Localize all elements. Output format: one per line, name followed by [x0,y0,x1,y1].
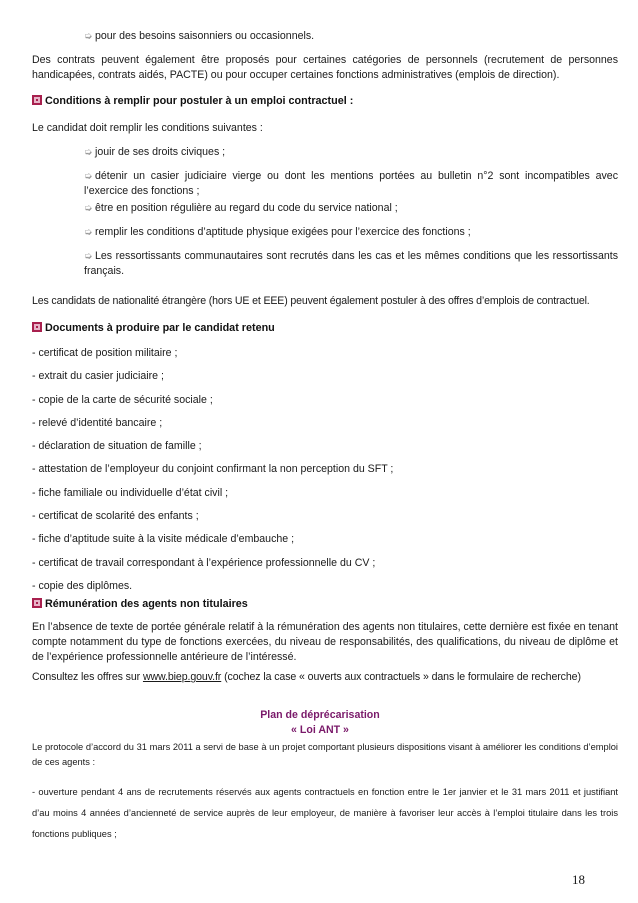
conditions-heading [32,94,353,109]
plan-title-line1: Plan de déprécarisation [260,709,380,721]
conditions-heading-text: Conditions à remplir pour postuler à un emploi contractuel : [45,95,354,107]
list-item: - relevé d’identité bancaire ; [32,416,163,429]
arrow-bullet-icon: ➭ [84,203,93,214]
section-bullet-icon [32,95,42,105]
condition-item-text: remplir les conditions d’aptitude physique exigées pour l’exercice des fonctions ; [95,226,471,238]
condition-item-text: détenir un casier judiciaire vierge ou dont les mentions portées au bulletin n°2 sont incompatibles avec l’exercice des fonctions ; [84,170,618,197]
biep-link[interactable]: www.biep.gouv.fr [142,671,222,683]
bullet-occasional [84,29,604,44]
list-item: - extrait du casier judiciaire ; [32,370,164,383]
remuneration-heading [32,597,248,612]
condition-item [84,169,618,199]
list-item: - certificat de scolarité des enfants ; [32,510,199,523]
arrow-bullet-icon: ➭ [84,31,93,42]
condition-item-text: Les ressortissants communautaires sont recrutés dans les cas et les mêmes conditions que les ressortissants français. [84,250,618,277]
section-bullet-icon [32,322,42,332]
condition-item-text: être en position régulière au regard du code du service national ; [95,202,398,214]
condition-item [84,249,618,279]
remuneration-heading-text: Rémunération des agents non titulaires [45,598,248,610]
list-item: - déclaration de situation de famille ; [32,440,202,453]
arrow-bullet-icon: ➭ [84,227,93,238]
plan-title [160,708,480,738]
intro-paragraph: Des contrats peuvent également être proposés pour certaines catégories de personnels (recrutement de personnes handicapées, contrats aidés, PACTE) ou pour occuper certaines fonctions administratives (emplois de direction). [32,54,618,81]
section-bullet-icon [32,598,42,608]
plan-title-line2: « Loi ANT » [291,724,349,736]
arrow-bullet-icon: ➭ [84,171,93,182]
consult-suffix: (cochez la case « ouverts aux contractuels » dans le formulaire de recherche) [221,671,581,683]
list-item: - copie de la carte de sécurité sociale ; [32,393,213,406]
list-item: - copie des diplômes. [32,579,133,592]
list-item: - attestation de l’employeur du conjoint confirmant la non perception du SFT ; [32,463,394,476]
condition-item [84,225,604,240]
documents-heading-text: Documents à produire par le candidat retenu [45,322,275,334]
arrow-bullet-icon: ➭ [84,147,93,158]
bullet-occasional-text: pour des besoins saisonniers ou occasionnels. [95,30,315,42]
condition-item [84,201,604,216]
documents-list [32,346,622,602]
protocol-paragraph: Le protocole d’accord du 31 mars 2011 a servi de base à un projet comportant plusieurs dispositions visant à améliorer les conditions d’emploi de ces agents : [32,742,618,767]
consult-prefix: Consultez les offres sur [32,671,143,683]
page-number: 18 [572,872,585,887]
foreign-note: Les candidats de nationalité étrangère (hors UE et EEE) peuvent également postuler à des offres d’emplois de contractuel. [32,295,590,307]
arrow-bullet-icon: ➭ [84,251,93,262]
list-item: - certificat de position militaire ; [32,347,178,359]
list-item: - fiche familiale ou individuelle d’état civil ; [32,486,229,499]
condition-item-text: jouir de ses droits civiques ; [95,146,226,158]
consult-offers [32,670,624,685]
conditions-lead: Le candidat doit remplir les conditions suivantes : [32,122,263,134]
list-item: - certificat de travail correspondant à l’expérience professionnelle du CV ; [32,556,376,569]
documents-heading [32,321,275,336]
plan-item: - ouverture pendant 4 ans de recrutements réservés aux agents contractuels en fonction entre le 1er janvier et le 31 mars 2011 et justifiant d’au moins 4 années d’ancienneté de service auprès de leur employeur, de manière à favoriser leur accès à l’emploi titulaire dans les trois fonctions publiques ; [32,787,618,839]
list-item: - fiche d’aptitude suite à la visite médicale d’embauche ; [32,533,295,546]
remuneration-paragraph: En l’absence de texte de portée générale relatif à la rémunération des agents non titulaires, cette dernière est fixée en tenant compte notamment du type de fonctions exercées, du niveau de responsabilités, des qualifications, du niveau de diplôme et de l’expérience professionnelle antérieure de l’intéressé. [32,621,618,663]
condition-item [84,145,604,160]
